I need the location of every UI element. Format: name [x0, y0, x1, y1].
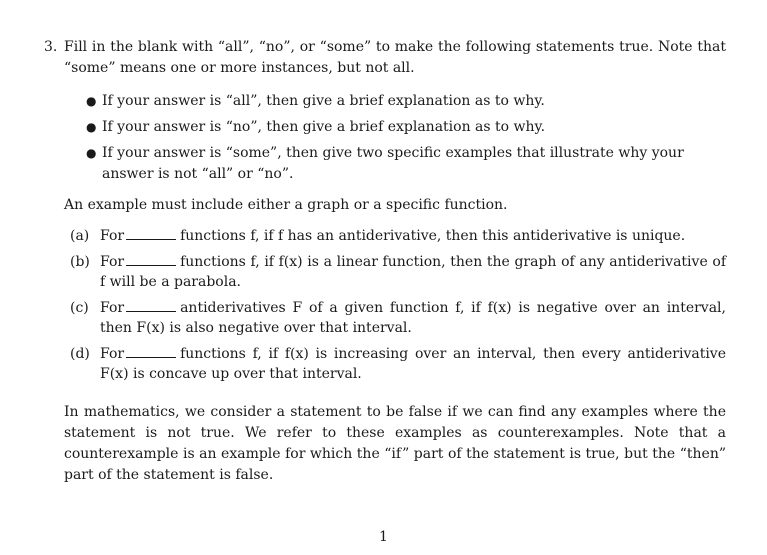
instruction-text: If your answer is “all”, then give a brief explanation as to why. [102, 93, 545, 109]
part-prefix: For [100, 346, 125, 362]
answer-blank[interactable] [126, 345, 176, 358]
instruction-text: If your answer is “no”, then give a brief explanation as to why. [102, 119, 546, 135]
part-text: functions f, if f has an antiderivative, then this antiderivative is unique. [180, 228, 686, 244]
question-parts [70, 226, 726, 384]
part-label: (d) [70, 346, 90, 362]
part-text: antiderivatives F of a given function f, if f(x) is negative over an interval, then F(x) is also negative over that interval. [100, 300, 726, 336]
bullet-icon: ● [86, 94, 97, 108]
part-body [100, 298, 726, 338]
instruction-text: If your answer is “some”, then give two specific examples that illustrate why your answer is not “all” or “no”. [102, 145, 684, 182]
question-part-b [70, 252, 726, 292]
part-label: (b) [70, 254, 90, 270]
part-text: functions f, if f(x) is increasing over an interval, then every antiderivative F(x) is concave up over that interval. [100, 346, 726, 382]
problem-block [44, 37, 726, 486]
instruction-item [86, 91, 726, 112]
part-body [100, 226, 726, 246]
question-part-d [70, 344, 726, 384]
question-part-c [70, 298, 726, 338]
page-number: 1 [379, 529, 388, 545]
part-label: (a) [70, 228, 90, 244]
instruction-item [86, 117, 726, 138]
instruction-list [44, 91, 726, 185]
part-prefix: For [100, 300, 125, 316]
problem-intro: Fill in the blank with “all”, “no”, or “some” to make the following statements true. Note that “some” means one or more instances, but not all. [64, 39, 726, 76]
problem-number: 3. [44, 39, 58, 55]
part-text: functions f, if f(x) is a linear function, then the graph of any antiderivative of f will be a parabola. [100, 254, 726, 290]
part-prefix: For [100, 254, 125, 270]
answer-blank[interactable] [126, 299, 176, 312]
question-part-a [70, 226, 726, 246]
example-note: An example must include either a graph or a specific function. [64, 197, 508, 213]
problem-header [44, 37, 726, 79]
part-body [100, 252, 726, 292]
part-prefix: For [100, 228, 125, 244]
answer-blank[interactable] [126, 227, 176, 240]
bullet-icon: ● [86, 146, 97, 160]
part-label: (c) [70, 300, 89, 316]
answer-blank[interactable] [126, 253, 176, 266]
part-body [100, 344, 726, 384]
closing-paragraph: In mathematics, we consider a statement to be false if we can find any examples where the statement is not true. We refer to these examples as counterexamples. Note that a counterexample is an example for which the “if” part of the statement is true, but the “then” part of the statement is false. [64, 404, 726, 483]
instruction-item [86, 143, 726, 185]
bullet-icon: ● [86, 120, 97, 134]
